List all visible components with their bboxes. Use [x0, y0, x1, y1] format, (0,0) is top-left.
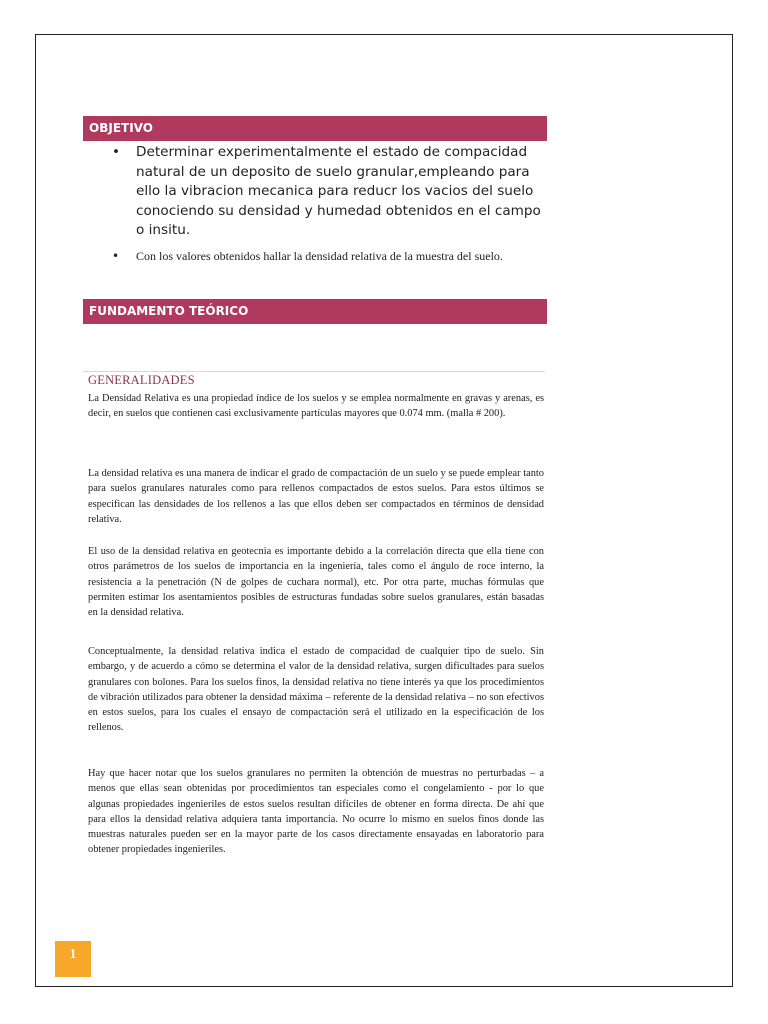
bullet-icon: • [112, 144, 121, 160]
section-header-objetivo: OBJETIVO [83, 116, 547, 141]
objetivo-bullet-list [112, 143, 542, 267]
paragraph: La Densidad Relativa es una propiedad índice de los suelos y se emplea normalmente en gravas y arenas, es decir, en suelos que contienen casi exclusivamente partículas mayores que 0.074 mm. (malla # 200). [88, 393, 544, 420]
paragraph: Hay que hacer notar que los suelos granulares no permiten la obtención de muestras no perturbadas – a menos que ellas sean obtenidas por procedimientos tan especiales como el congelamiento - por lo que algunas propiedades ingenieriles de estos suelos resultan difíciles de obtener en forma directa. De ahí que para ellos la densidad relativa adquiera tanta importancia. No ocurre lo mismo en suelos finos donde las muestras naturales pueden ser en la mayor parte de los casos directamente ensayadas en laboratorio para obtener propiedades ingenieriles. [88, 768, 544, 856]
heading-divider [83, 371, 545, 372]
bullet-item [112, 245, 542, 267]
bullet-icon: • [112, 248, 120, 263]
bullet-text: Determinar experimentalmente el estado de compacidad natural de un deposito de suelo granular,empleando para ello la vibracion mecanica para reducr los vacios del suelo conociendo su densidad y humedad obtenidos en el campo o insitu. [136, 144, 541, 238]
paragraph: Conceptualmente, la densidad relativa indica el estado de compacidad de cualquier tipo de suelo. Sin embargo, y de acuerdo a cómo se determina el valor de la densidad relativa, surgen dificultades para suelos granulares con bolones. Para los suelos finos, la densidad relativa no tiene interés ya que los procedimientos de vibración utilizados para obtener la densidad máxima – referente de la densidad relativa – no son efectivos en estos suelos, para los cuales el ensayo de compactación será el utilizado en la especificación de los rellenos. [88, 646, 544, 734]
paragraph: La densidad relativa es una manera de indicar el grado de compactación de un suelo y se puede emplear tanto para suelos granulares naturales como para rellenos compactados de estos suelos. Para estos últimos se especifican las densidades de los rellenos a las que ellos deben ser compactados en términos de densidad relativa. [88, 468, 544, 525]
page-number-badge: 1 [55, 941, 91, 977]
section-header-fundamento: FUNDAMENTO TEÓRICO [83, 299, 547, 324]
subheading-generalidades: GENERALIDADES [88, 373, 195, 387]
bullet-text: Con los valores obtenidos hallar la densidad relativa de la muestra del suelo. [136, 248, 503, 263]
bullet-item [112, 143, 542, 241]
paragraph: El uso de la densidad relativa en geotecnia es importante debido a la correlación directa que ella tiene con otros parámetros de los suelos de importancia en la ingeniería, tales como el ángulo de roce interno, la resistencia a la penetración (N de golpes de cuchara normal), etc. Por otra parte, muchas fórmulas que permiten estimar los asentamientos posibles de estructuras fundadas sobre suelos granulares, están basadas en la densidad relativa. [88, 546, 544, 619]
